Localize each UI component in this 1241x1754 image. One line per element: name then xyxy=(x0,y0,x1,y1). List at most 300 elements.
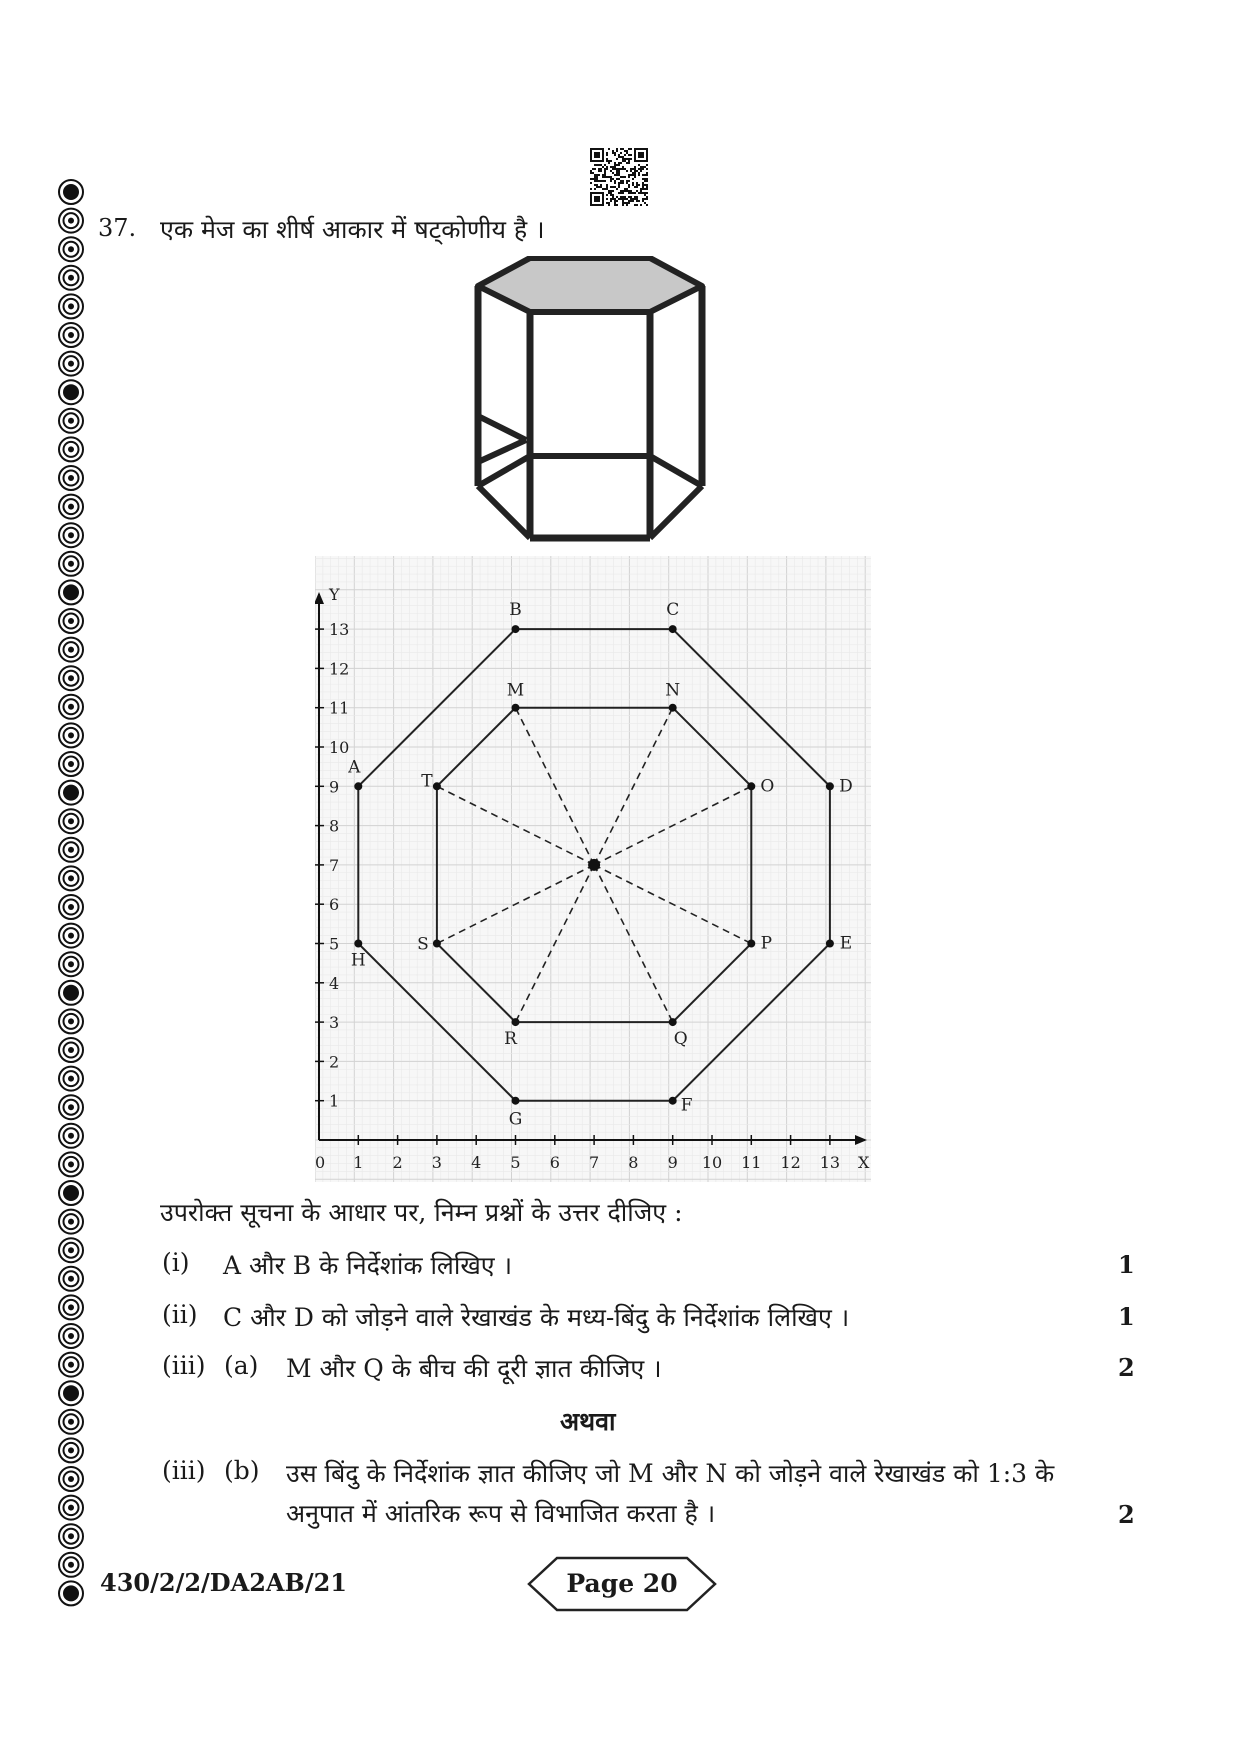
qr-module xyxy=(596,164,598,166)
margin-circle-dot xyxy=(63,384,79,400)
qr-module xyxy=(646,198,648,200)
qr-module xyxy=(636,186,638,188)
x-tick-label: 11 xyxy=(741,1153,762,1172)
qr-module xyxy=(634,198,636,200)
qr-module xyxy=(606,154,608,156)
point-label-N: N xyxy=(665,680,681,701)
qr-module xyxy=(596,186,598,188)
qr-module xyxy=(636,190,638,192)
qr-module xyxy=(624,190,626,192)
margin-circle-dot xyxy=(63,1185,79,1201)
qr-module xyxy=(622,190,624,192)
subq-iii-sub: (a) xyxy=(224,1351,259,1380)
qr-module xyxy=(590,178,592,180)
outer-point-B xyxy=(512,625,520,633)
qr-module xyxy=(614,198,616,200)
qr-module xyxy=(612,172,614,174)
point-label-H: H xyxy=(350,950,366,971)
qr-module xyxy=(610,180,612,182)
qr-module xyxy=(646,168,648,170)
qr-module xyxy=(626,152,628,154)
margin-circle-dot xyxy=(68,1047,74,1053)
qr-module xyxy=(632,174,634,176)
y-tick-label: 11 xyxy=(329,698,350,718)
qr-module xyxy=(646,164,648,166)
qr-module xyxy=(608,176,610,178)
qr-module xyxy=(594,180,596,182)
qr-module xyxy=(646,172,648,174)
qr-module xyxy=(628,176,630,178)
qr-module xyxy=(644,178,646,180)
alt-subq-line1: उस बिंदु के निर्देशांक ज्ञात कीजिए जो M और N को जोड़ने वाले रेखाखंड को 1:3 के xyxy=(286,1459,1055,1488)
qr-module xyxy=(624,150,626,152)
qr-module xyxy=(636,182,638,184)
outer-point-D xyxy=(826,782,834,790)
qr-module xyxy=(618,184,620,186)
margin-circle-dot xyxy=(68,618,74,624)
qr-module xyxy=(624,154,626,156)
qr-module xyxy=(644,202,646,204)
qr-module xyxy=(596,174,598,176)
qr-module xyxy=(630,174,632,176)
qr-module xyxy=(628,200,630,202)
qr-module xyxy=(634,204,636,206)
qr-module xyxy=(634,192,636,194)
margin-circle-dot xyxy=(68,303,74,309)
qr-module xyxy=(626,150,628,152)
qr-module xyxy=(620,182,622,184)
qr-module xyxy=(610,198,612,200)
y-tick-label: 3 xyxy=(329,1013,340,1033)
x-tick-label: 10 xyxy=(701,1153,723,1172)
qr-module xyxy=(604,180,606,182)
qr-module xyxy=(590,172,592,174)
qr-module xyxy=(642,182,644,184)
margin-circle-dot xyxy=(68,275,74,281)
outer-point-F xyxy=(669,1097,677,1105)
qr-module xyxy=(626,162,628,164)
margin-circle-dot xyxy=(68,1562,74,1568)
qr-module xyxy=(630,192,632,194)
qr-module xyxy=(626,182,628,184)
qr-module xyxy=(640,204,642,206)
qr-module xyxy=(626,180,628,182)
qr-module xyxy=(622,192,624,194)
qr-module xyxy=(608,148,610,150)
qr-module xyxy=(590,188,592,190)
margin-circle-dot xyxy=(68,332,74,338)
qr-module xyxy=(612,178,614,180)
qr-module xyxy=(594,188,596,190)
margin-circle-dot xyxy=(68,1276,74,1282)
qr-module xyxy=(614,182,616,184)
qr-module xyxy=(614,174,616,176)
margin-circle-dot xyxy=(68,1419,74,1425)
qr-module xyxy=(634,174,636,176)
qr-module xyxy=(638,200,640,202)
y-tick-label: 6 xyxy=(329,895,340,915)
qr-module xyxy=(632,184,634,186)
instructions-text: उपरोक्त सूचना के आधार पर, निम्न प्रश्नों के उत्तर दीजिए : xyxy=(160,1198,683,1227)
qr-module xyxy=(636,198,638,200)
qr-module xyxy=(606,152,608,154)
qr-finder xyxy=(638,152,644,158)
footer-paper-code: 430/2/2/DA2AB/21 xyxy=(100,1568,347,1597)
x-tick-label: 1 xyxy=(353,1153,364,1172)
qr-module xyxy=(618,182,620,184)
qr-module xyxy=(616,158,618,160)
point-label-A: A xyxy=(348,757,361,778)
qr-module xyxy=(606,168,608,170)
qr-module xyxy=(622,158,624,160)
qr-module xyxy=(630,198,632,200)
margin-circle-dot xyxy=(68,904,74,910)
x-tick-label: 8 xyxy=(628,1153,639,1172)
qr-module xyxy=(630,158,632,160)
qr-module xyxy=(630,196,632,198)
subq-ii-marks: 1 xyxy=(1118,1302,1135,1331)
qr-module xyxy=(634,196,636,198)
y-tick-label: 5 xyxy=(329,934,340,954)
qr-module xyxy=(644,188,646,190)
outer-point-H xyxy=(354,940,362,948)
margin-circle-dot xyxy=(68,1505,74,1511)
margin-circle-dot xyxy=(68,933,74,939)
margin-circle-dot xyxy=(68,675,74,681)
qr-module xyxy=(632,178,634,180)
point-label-R: R xyxy=(504,1029,517,1050)
qr-module xyxy=(622,168,624,170)
qr-module xyxy=(642,200,644,202)
qr-module xyxy=(642,184,644,186)
qr-module xyxy=(620,180,622,182)
qr-module xyxy=(642,178,644,180)
qr-module xyxy=(602,176,604,178)
qr-module xyxy=(614,168,616,170)
qr-module xyxy=(622,200,624,202)
qr-module xyxy=(620,176,622,178)
qr-module xyxy=(600,168,602,170)
qr-module xyxy=(622,176,624,178)
qr-module xyxy=(634,166,636,168)
qr-module xyxy=(590,182,592,184)
point-label-F: F xyxy=(680,1095,693,1116)
margin-circle-dot xyxy=(63,1585,79,1601)
qr-module xyxy=(628,184,630,186)
qr-module xyxy=(612,150,614,152)
qr-module xyxy=(626,158,628,160)
qr-module xyxy=(612,198,614,200)
qr-module xyxy=(606,188,608,190)
inner-point-T xyxy=(433,782,441,790)
y-tick-label: 13 xyxy=(329,620,350,640)
qr-module xyxy=(622,202,624,204)
qr-module xyxy=(616,200,618,202)
qr-module xyxy=(618,186,620,188)
qr-module xyxy=(626,188,628,190)
margin-circle-dot xyxy=(63,785,79,801)
qr-module xyxy=(616,172,618,174)
hexagonal-table-illustration xyxy=(470,256,710,546)
qr-module xyxy=(604,168,606,170)
qr-module xyxy=(622,148,624,150)
qr-module xyxy=(628,158,630,160)
qr-module xyxy=(646,184,648,186)
qr-module xyxy=(618,162,620,164)
qr-module xyxy=(624,176,626,178)
qr-module xyxy=(610,178,612,180)
qr-module xyxy=(632,172,634,174)
qr-module xyxy=(622,160,624,162)
inner-point-M xyxy=(512,704,520,712)
qr-module xyxy=(596,180,598,182)
qr-module xyxy=(620,196,622,198)
qr-finder xyxy=(594,152,600,158)
inner-point-R xyxy=(512,1018,520,1026)
qr-module xyxy=(618,168,620,170)
qr-module xyxy=(632,192,634,194)
or-text: अथवा xyxy=(560,1407,616,1436)
qr-module xyxy=(590,170,592,172)
qr-module xyxy=(602,166,604,168)
qr-module xyxy=(646,192,648,194)
qr-module xyxy=(612,166,614,168)
qr-module xyxy=(614,162,616,164)
qr-module xyxy=(608,160,610,162)
qr-module xyxy=(614,186,616,188)
qr-module xyxy=(640,190,642,192)
alt-subq-number: (iii) xyxy=(162,1456,206,1485)
point-label-P: P xyxy=(760,933,773,954)
margin-circle-dot xyxy=(63,584,79,600)
qr-module xyxy=(596,176,598,178)
qr-module xyxy=(622,182,624,184)
qr-module xyxy=(638,172,640,174)
x-tick-label: 6 xyxy=(549,1153,560,1172)
qr-module xyxy=(606,176,608,178)
margin-circle-dot xyxy=(68,732,74,738)
qr-module xyxy=(640,170,642,172)
qr-module xyxy=(636,200,638,202)
qr-module xyxy=(600,164,602,166)
subq-iii-marks: 2 xyxy=(1118,1353,1135,1382)
qr-module xyxy=(604,174,606,176)
qr-module xyxy=(634,176,636,178)
qr-module xyxy=(636,204,638,206)
qr-module xyxy=(624,160,626,162)
qr-module xyxy=(610,186,612,188)
outer-point-C xyxy=(669,625,677,633)
qr-module xyxy=(628,190,630,192)
qr-module xyxy=(604,176,606,178)
inner-point-S xyxy=(433,940,441,948)
qr-module xyxy=(612,168,614,170)
qr-module xyxy=(596,184,598,186)
qr-module xyxy=(622,196,624,198)
point-label-Q: Q xyxy=(673,1029,688,1050)
qr-module xyxy=(624,202,626,204)
margin-circle-dot xyxy=(68,1304,74,1310)
qr-module xyxy=(606,160,608,162)
subq-iii-text: M और Q के बीच की दूरी ज्ञात कीजिए । xyxy=(286,1354,662,1383)
qr-module xyxy=(646,180,648,182)
qr-code-icon xyxy=(590,148,648,206)
qr-module xyxy=(626,204,628,206)
y-tick-label: 12 xyxy=(329,659,350,679)
y-tick-label: 8 xyxy=(329,816,340,836)
qr-module xyxy=(602,180,604,182)
qr-module xyxy=(626,202,628,204)
qr-module xyxy=(644,166,646,168)
margin-circle-dot xyxy=(68,418,74,424)
qr-module xyxy=(606,198,608,200)
qr-module xyxy=(612,186,614,188)
qr-module xyxy=(624,188,626,190)
outer-point-E xyxy=(826,940,834,948)
inner-point-Q xyxy=(669,1018,677,1026)
qr-module xyxy=(638,192,640,194)
qr-module xyxy=(630,190,632,192)
qr-module xyxy=(616,148,618,150)
qr-module xyxy=(604,170,606,172)
qr-module xyxy=(592,178,594,180)
qr-module xyxy=(630,168,632,170)
subq-i-text: A और B के निर्देशांक लिखिए । xyxy=(223,1251,513,1280)
qr-finder xyxy=(594,196,600,202)
y-tick-label: 7 xyxy=(329,855,340,875)
qr-module xyxy=(600,186,602,188)
qr-module xyxy=(608,192,610,194)
qr-module xyxy=(606,194,608,196)
qr-module xyxy=(622,198,624,200)
qr-module xyxy=(606,186,608,188)
margin-circle-dot xyxy=(68,561,74,567)
margin-circle-dot xyxy=(68,1133,74,1139)
qr-module xyxy=(614,164,616,166)
qr-module xyxy=(646,174,648,176)
qr-module xyxy=(598,174,600,176)
qr-module xyxy=(618,164,620,166)
qr-module xyxy=(646,178,648,180)
margin-circle-dot xyxy=(63,1385,79,1401)
qr-module xyxy=(594,184,596,186)
qr-module xyxy=(622,156,624,158)
qr-module xyxy=(612,152,614,154)
point-label-T: T xyxy=(421,771,433,792)
qr-module xyxy=(628,148,630,150)
qr-module xyxy=(646,186,648,188)
qr-module xyxy=(626,170,628,172)
x-tick-label: 9 xyxy=(667,1153,678,1172)
qr-module xyxy=(622,204,624,206)
qr-module xyxy=(632,182,634,184)
qr-module xyxy=(616,196,618,198)
qr-module xyxy=(620,148,622,150)
margin-circle-dot xyxy=(68,875,74,881)
point-label-E: E xyxy=(839,933,853,954)
qr-module xyxy=(616,178,618,180)
qr-module xyxy=(610,194,612,196)
qr-module xyxy=(612,196,614,198)
qr-module xyxy=(606,158,608,160)
qr-module xyxy=(632,200,634,202)
qr-module xyxy=(604,164,606,166)
qr-module xyxy=(614,202,616,204)
qr-module xyxy=(624,198,626,200)
qr-module xyxy=(610,192,612,194)
margin-circle-dot xyxy=(68,361,74,367)
qr-module xyxy=(614,200,616,202)
center-point xyxy=(588,859,600,871)
qr-module xyxy=(642,168,644,170)
qr-module xyxy=(644,174,646,176)
point-label-O: O xyxy=(760,776,775,797)
x-tick-label: 7 xyxy=(589,1153,600,1172)
alt-subq-line2: अनुपात में आंतरिक रूप से विभाजित करता है । xyxy=(286,1499,716,1528)
qr-module xyxy=(618,192,620,194)
qr-module xyxy=(640,188,642,190)
qr-module xyxy=(636,170,638,172)
qr-module xyxy=(632,198,634,200)
margin-circle-dot xyxy=(68,1247,74,1253)
qr-module xyxy=(616,164,618,166)
margin-circle-dot xyxy=(68,818,74,824)
margin-circle-dot xyxy=(68,1447,74,1453)
qr-module xyxy=(620,152,622,154)
qr-module xyxy=(630,148,632,150)
qr-module xyxy=(606,184,608,186)
x-tick-label: 12 xyxy=(780,1153,801,1172)
margin-circle-dot xyxy=(63,985,79,1001)
point-label-S: S xyxy=(417,934,429,955)
y-axis-label: Y xyxy=(329,585,340,604)
subq-i-marks: 1 xyxy=(1118,1250,1135,1279)
question-number: 37. xyxy=(98,214,137,242)
qr-module xyxy=(628,192,630,194)
x-axis-label: X xyxy=(858,1153,870,1172)
y-tick-label: 10 xyxy=(329,738,350,757)
qr-module xyxy=(626,190,628,192)
qr-module xyxy=(598,186,600,188)
qr-module xyxy=(636,184,638,186)
qr-module xyxy=(630,154,632,156)
page-number: Page 20 xyxy=(566,1569,678,1598)
margin-circle-dot xyxy=(68,532,74,538)
qr-module xyxy=(598,170,600,172)
qr-module xyxy=(592,172,594,174)
margin-circle-dot xyxy=(68,218,74,224)
qr-module xyxy=(624,168,626,170)
margin-circle-dot xyxy=(68,1104,74,1110)
qr-module xyxy=(612,194,614,196)
qr-module xyxy=(638,164,640,166)
qr-module xyxy=(608,162,610,164)
qr-module xyxy=(614,154,616,156)
qr-module xyxy=(618,156,620,158)
qr-module xyxy=(644,180,646,182)
outer-point-G xyxy=(512,1097,520,1105)
qr-module xyxy=(594,176,596,178)
qr-module xyxy=(606,166,608,168)
qr-module xyxy=(594,174,596,176)
x-tick-label: 3 xyxy=(431,1153,442,1172)
qr-module xyxy=(628,162,630,164)
qr-module xyxy=(610,176,612,178)
qr-module xyxy=(602,174,604,176)
alt-subq-sub: (b) xyxy=(224,1456,260,1485)
qr-module xyxy=(642,174,644,176)
qr-module xyxy=(628,160,630,162)
